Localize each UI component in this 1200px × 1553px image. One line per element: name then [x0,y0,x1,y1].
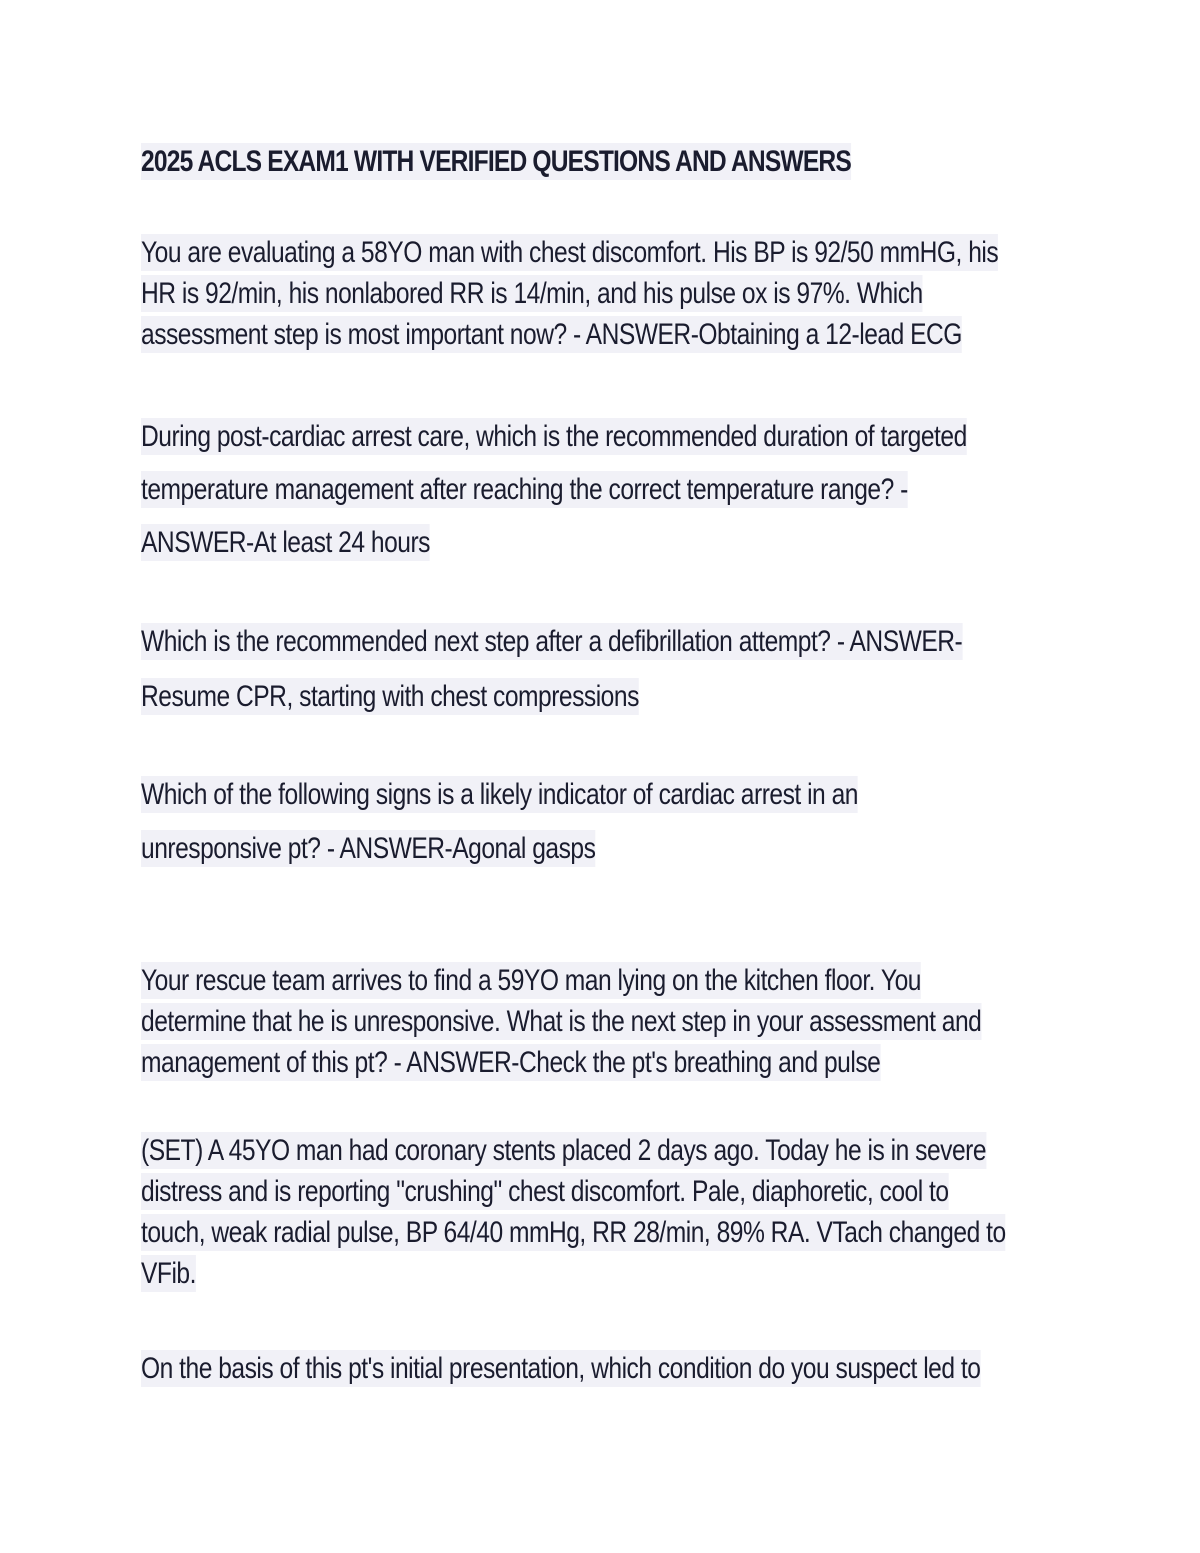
paragraph-line: touch, weak radial pulse, BP 64/40 mmHg, RR 28/min, 89% RA. VTach changed to [141,1216,1006,1249]
paragraph-line: ANSWER-At least 24 hours [141,526,430,559]
paragraph-line: Your rescue team arrives to find a 59YO man lying on the kitchen floor. You [141,964,921,997]
paragraph-line: management of this pt? - ANSWER-Check the pt's breathing and pulse [141,1046,881,1079]
question-paragraph [141,232,1059,355]
paragraph-line: Resume CPR, starting with chest compressions [141,680,639,713]
document-title-text: 2025 ACLS EXAM1 WITH VERIFIED QUESTIONS AND ANSWERS [141,145,851,178]
question-paragraph [141,768,1059,876]
paragraph-line: Which is the recommended next step after a defibrillation attempt? - ANSWER- [141,625,963,658]
paragraph-line: You are evaluating a 58YO man with chest discomfort. His BP is 92/50 mmHG, his [141,236,999,269]
paragraph-line: During post-cardiac arrest care, which is the recommended duration of targeted [141,420,967,453]
question-paragraph [141,1130,1059,1294]
question-paragraph [141,1348,1059,1389]
document-title [141,140,851,184]
paragraph-line: (SET) A 45YO man had coronary stents placed 2 days ago. Today he is in severe [141,1134,987,1167]
paragraph-line: Which of the following signs is a likely indicator of cardiac arrest in an [141,778,858,811]
question-paragraph [141,614,1059,724]
paragraph-line: assessment step is most important now? - ANSWER-Obtaining a 12-lead ECG [141,318,962,351]
paragraph-line: On the basis of this pt's initial presentation, which condition do you suspect led to [141,1352,981,1385]
paragraph-line: unresponsive pt? - ANSWER-Agonal gasps [141,832,596,865]
question-paragraph [141,960,1059,1083]
paragraph-line: determine that he is unresponsive. What is the next step in your assessment and [141,1005,982,1038]
question-paragraph [141,410,1059,569]
paragraph-line: HR is 92/min, his nonlabored RR is 14/min, and his pulse ox is 97%. Which [141,277,923,310]
paragraph-line: VFib. [141,1257,196,1290]
paragraph-line: distress and is reporting "crushing" chest discomfort. Pale, diaphoretic, cool to [141,1175,949,1208]
paragraph-line: temperature management after reaching the correct temperature range? - [141,473,908,506]
